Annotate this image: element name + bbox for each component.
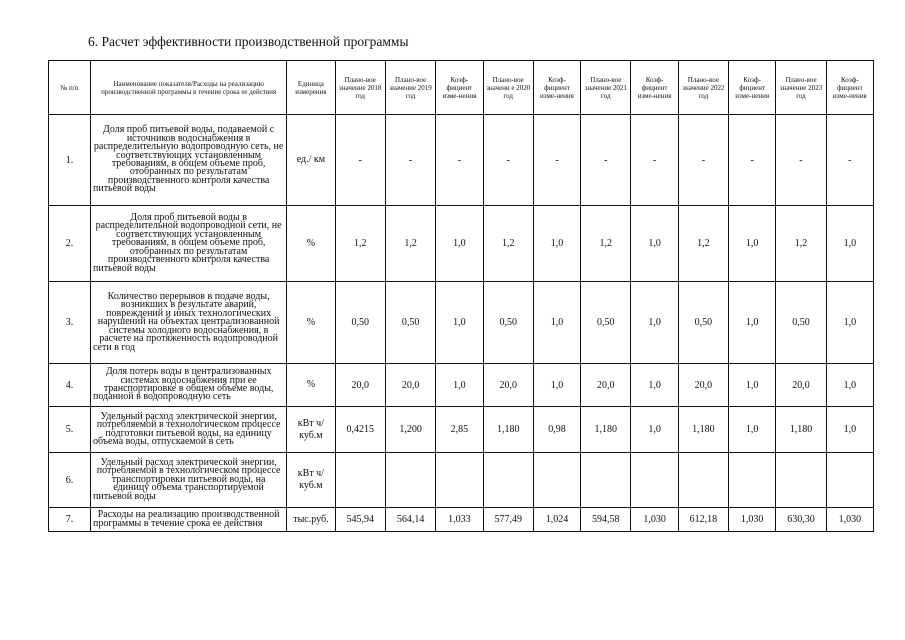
- cell-value: -: [776, 115, 826, 206]
- cell-value: 1,030: [729, 508, 776, 532]
- row-unit: тыс.руб.: [287, 508, 335, 532]
- cell-value: 1,0: [631, 364, 678, 407]
- cell-value: 1,200: [385, 407, 435, 453]
- cell-value: -: [581, 115, 631, 206]
- header-name: Наименование показателя/Расходы на реализацию производственной программы в течение срока ее действия: [90, 61, 286, 115]
- cell-value: 20,0: [335, 364, 385, 407]
- cell-value: 1,0: [826, 282, 873, 364]
- header-plan-2020: Плано-вое значени е 2020 год: [483, 61, 533, 115]
- row-number: 3.: [49, 282, 91, 364]
- cell-value: 1,0: [631, 206, 678, 282]
- cell-value: 1,180: [678, 407, 728, 453]
- table-row: [49, 508, 874, 532]
- cell-value: -: [483, 115, 533, 206]
- cell-value: [436, 453, 483, 508]
- cell-value: 1,0: [729, 282, 776, 364]
- cell-value: 0,50: [385, 282, 435, 364]
- cell-value: 1,0: [533, 206, 580, 282]
- cell-value: 0,50: [776, 282, 826, 364]
- cell-value: 1,0: [631, 282, 678, 364]
- efficiency-table: [48, 60, 874, 532]
- cell-value: 1,0: [436, 206, 483, 282]
- row-name: Доля проб питьевой воды в распределительной водопроводной сети, не соответствующих установленным требованиям, в общем объеме проб, отобранных по результатам производственного контроля качества питьевой воды: [90, 206, 286, 282]
- cell-value: 1,0: [826, 206, 873, 282]
- cell-value: 20,0: [581, 364, 631, 407]
- row-unit: %: [287, 206, 335, 282]
- header-coef: Коэф-фициент изме-нения: [631, 61, 678, 115]
- table-row: [49, 206, 874, 282]
- row-unit: %: [287, 282, 335, 364]
- cell-value: [678, 453, 728, 508]
- table-row: [49, 364, 874, 407]
- cell-value: 0,50: [335, 282, 385, 364]
- header-num: № п/п: [49, 61, 91, 115]
- header-coef: Коэф-фициент изме-нения: [729, 61, 776, 115]
- cell-value: 594,58: [581, 508, 631, 532]
- header-coef: Коэф-фициент изме-нения: [436, 61, 483, 115]
- cell-value: 1,030: [826, 508, 873, 532]
- row-number: 5.: [49, 407, 91, 453]
- cell-value: 1,0: [533, 282, 580, 364]
- row-unit: ед./ км: [287, 115, 335, 206]
- page-title: 6. Расчет эффективности производственной программы: [88, 34, 409, 49]
- cell-value: 20,0: [678, 364, 728, 407]
- cell-value: 1,2: [581, 206, 631, 282]
- cell-value: 1,030: [631, 508, 678, 532]
- header-coef: Коэф-фициент изме-нения: [826, 61, 873, 115]
- cell-value: -: [826, 115, 873, 206]
- cell-value: 1,0: [436, 364, 483, 407]
- cell-value: 1,0: [729, 364, 776, 407]
- cell-value: -: [436, 115, 483, 206]
- cell-value: 1,180: [776, 407, 826, 453]
- cell-value: 630,30: [776, 508, 826, 532]
- cell-value: 1,024: [533, 508, 580, 532]
- cell-value: 2,85: [436, 407, 483, 453]
- cell-value: [533, 453, 580, 508]
- row-unit: %: [287, 364, 335, 407]
- header-plan-2021: Плано-вое значение 2021 год: [581, 61, 631, 115]
- cell-value: [385, 453, 435, 508]
- cell-value: 1,0: [533, 364, 580, 407]
- cell-value: 1,2: [335, 206, 385, 282]
- cell-value: 1,2: [776, 206, 826, 282]
- header-plan-2023: Плано-вое значение 2023 год: [776, 61, 826, 115]
- table-row: [49, 115, 874, 206]
- header-plan-2019: Плано-вое значение 2019 год: [385, 61, 435, 115]
- cell-value: -: [533, 115, 580, 206]
- cell-value: 1,0: [729, 407, 776, 453]
- cell-value: 20,0: [776, 364, 826, 407]
- table-row: [49, 407, 874, 453]
- header-plan-2018: Плано-вое значение 2018 год: [335, 61, 385, 115]
- cell-value: 1,0: [436, 282, 483, 364]
- table-row: [49, 282, 874, 364]
- cell-value: 1,2: [678, 206, 728, 282]
- header-coef: Коэф-фициент изме-нения: [533, 61, 580, 115]
- cell-value: 1,033: [436, 508, 483, 532]
- cell-value: [729, 453, 776, 508]
- cell-value: 1,0: [826, 407, 873, 453]
- row-number: 7.: [49, 508, 91, 532]
- cell-value: 0,50: [483, 282, 533, 364]
- cell-value: 0,98: [533, 407, 580, 453]
- row-number: 4.: [49, 364, 91, 407]
- cell-value: 1,180: [483, 407, 533, 453]
- cell-value: 1,0: [729, 206, 776, 282]
- row-name: Доля потерь воды в централизованных системах водоснабжения при ее транспортировке в общем объеме воды, поданной в водопроводную сеть: [90, 364, 286, 407]
- row-name: Доля проб питьевой воды, подаваемой с источников водоснабжения в распределительную водопроводную сеть, не соответствующих установленным требованиям, в общем объеме проб, отобранных по результатам производственного контроля качества питьевой воды: [90, 115, 286, 206]
- row-name: Количество перерывов в подаче воды, возникших в результате аварий, повреждений и иных технологических нарушений на объектах централизованной системы холодного водоснабжения, в расчете на протяженность водопроводной сети в год: [90, 282, 286, 364]
- cell-value: 0,50: [581, 282, 631, 364]
- cell-value: 20,0: [483, 364, 533, 407]
- cell-value: 0,50: [678, 282, 728, 364]
- cell-value: 577,49: [483, 508, 533, 532]
- cell-value: -: [729, 115, 776, 206]
- cell-value: [581, 453, 631, 508]
- cell-value: 545,94: [335, 508, 385, 532]
- cell-value: 1,2: [483, 206, 533, 282]
- row-name: Удельный расход электрической энергии, потребляемой в технологическом процессе транспортировки питьевой воды, на единицу объема транспортируемой питьевой воды: [90, 453, 286, 508]
- cell-value: [776, 453, 826, 508]
- cell-value: 1,2: [385, 206, 435, 282]
- cell-value: [483, 453, 533, 508]
- cell-value: 612,18: [678, 508, 728, 532]
- row-unit: кВт ч/куб.м: [287, 453, 335, 508]
- row-number: 1.: [49, 115, 91, 206]
- cell-value: 564,14: [385, 508, 435, 532]
- cell-value: [826, 453, 873, 508]
- cell-value: [631, 453, 678, 508]
- row-number: 6.: [49, 453, 91, 508]
- cell-value: 1,0: [631, 407, 678, 453]
- row-name: Удельный расход электрической энергии, потребляемой в технологическом процессе подготовки питьевой воды, на единицу объема воды, отпускаемой в сеть: [90, 407, 286, 453]
- row-number: 2.: [49, 206, 91, 282]
- cell-value: [335, 453, 385, 508]
- cell-value: -: [631, 115, 678, 206]
- cell-value: 1,0: [826, 364, 873, 407]
- row-unit: кВт ч/куб.м: [287, 407, 335, 453]
- cell-value: 0,4215: [335, 407, 385, 453]
- table-header-row: [49, 61, 874, 115]
- cell-value: -: [678, 115, 728, 206]
- row-name: Расходы на реализацию производственной программы в течение срока ее действия: [90, 508, 286, 532]
- table-row: [49, 453, 874, 508]
- cell-value: 20,0: [385, 364, 435, 407]
- cell-value: -: [335, 115, 385, 206]
- cell-value: 1,180: [581, 407, 631, 453]
- header-plan-2022: Плано-вое значение 2022 год: [678, 61, 728, 115]
- header-unit: Единица измерения: [287, 61, 335, 115]
- cell-value: -: [385, 115, 435, 206]
